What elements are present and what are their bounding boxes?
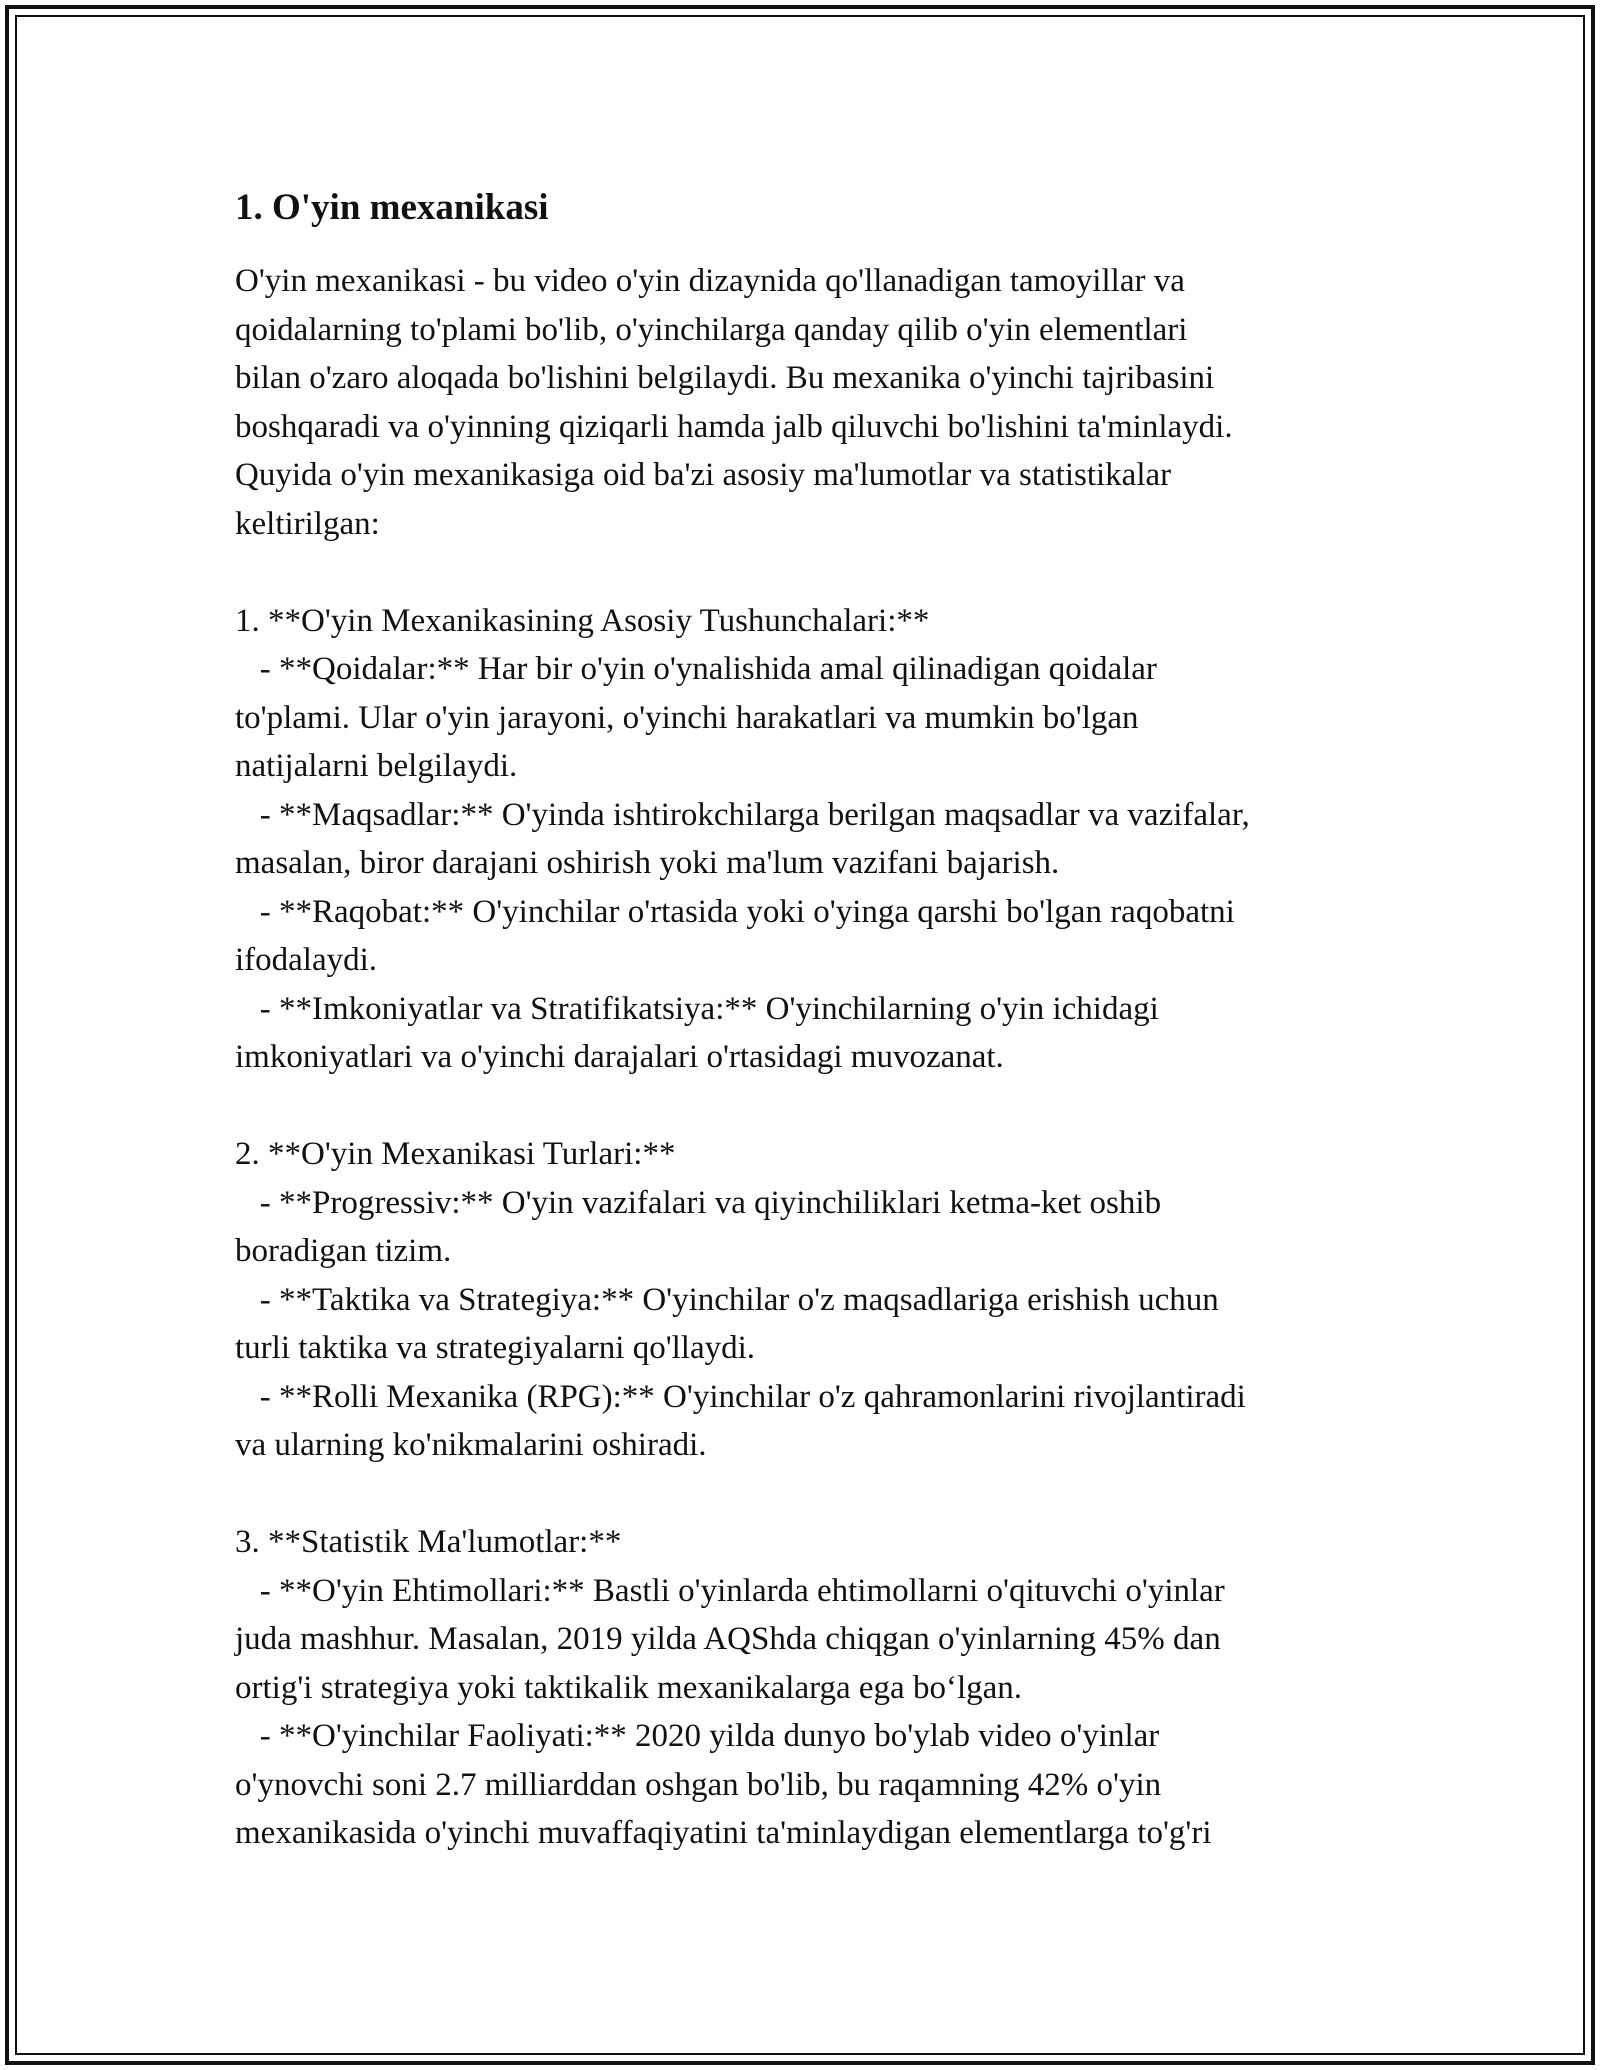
text-line: 1. **O'yin Mexanikasining Asosiy Tushunchalari:** [235,602,930,639]
text-line: imkoniyatlari va o'yinchi darajalari o'rtasidagi muvozanat. [235,1039,1004,1075]
text-line: - **Imkoniyatlar va Stratifikatsiya:** O'yinchilarning o'yin ichidagi [235,990,1159,1027]
text-line: natijalarni belgilaydi. [235,748,518,784]
text-line: juda mashhur. Masalan, 2019 yilda AQShda chiqgan o'yinlarning 45% dan [235,1621,1221,1657]
text-line: - **O'yin Ehtimollari:** Bastli o'yinlarda ehtimollarni o'qituvchi o'yinlar [235,1572,1225,1609]
text-line: Quyida o'yin mexanikasiga oid ba'zi asosiy ma'lumotlar va statistikalar [235,457,1172,493]
text-line: - **Raqobat:** O'yinchilar o'rtasida yoki o'yinga qarshi bo'lgan raqobatni [235,893,1235,930]
document-title: 1. O'yin mexanikasi [235,187,549,228]
text-line: - **O'yinchilar Faoliyati:** 2020 yilda dunyo bo'ylab video o'yinlar [235,1718,1160,1754]
text-line: va ularning ko'nikmalarini oshiradi. [235,1427,707,1463]
text-line: - **Qoidalar:** Har bir o'yin o'ynalishida amal qilinadigan qoidalar [235,651,1157,687]
text-line: - **Taktika va Strategiya:** O'yinchilar o'z maqsadlariga erishish uchun [235,1281,1219,1318]
text-line: qoidalarning to'plami bo'lib, o'yinchilarga qanday qilib o'yin elementlari [235,311,1188,348]
text-line: - **Progressiv:** O'yin vazifalari va qiyinchiliklari ketma-ket oshib [235,1184,1162,1221]
text-line: mexanikasida o'yinchi muvaffaqiyatini ta'minlaydigan elementlarga to'g'ri [235,1815,1212,1851]
text-line: turli taktika va strategiyalarni qo'llaydi. [235,1330,756,1366]
blank-line [235,1082,1395,1131]
blank-line [235,1470,1395,1519]
text-line: ortig'i strategiya yoki taktikalik mexanikalarga ega bo‘lgan. [235,1669,1023,1706]
text-line: boradigan tizim. [235,1233,452,1269]
blank-line [235,548,1395,597]
text-line: - **Maqsadlar:** O'yinda ishtirokchilarga berilgan maqsadlar va vazifalar, [235,796,1250,833]
document-body [235,185,1395,1858]
text-line: boshqaradi va o'yinning qiziqarli hamda jalb qiluvchi bo'lishini ta'minlaydi. [235,408,1233,445]
text-line: 3. **Statistik Ma'lumotlar:** [235,1524,622,1560]
text-line: - **Rolli Mexanika (RPG):** O'yinchilar o'z qahramonlarini rivojlantiradi [235,1378,1246,1415]
text-line: O'yin mexanikasi - bu video o'yin dizaynida qo'llanadigan tamoyillar va [235,263,1185,299]
text-line: o'ynovchi soni 2.7 milliarddan oshgan bo'lib, bu raqamning 42% o'yin [235,1766,1162,1803]
text-line: bilan o'zaro aloqada bo'lishini belgilaydi. Bu mexanika o'yinchi tajribasini [235,360,1215,396]
text-line: masalan, biror darajani oshirish yoki ma'lum vazifani bajarish. [235,845,1060,881]
text-line: to'plami. Ular o'yin jarayoni, o'yinchi harakatlari va mumkin bo'lgan [235,699,1139,736]
text-line: 2. **O'yin Mexanikasi Turlari:** [235,1136,676,1172]
text-line: keltirilgan: [235,505,380,542]
text-line: ifodalaydi. [235,942,378,978]
document-text [235,257,1395,1858]
